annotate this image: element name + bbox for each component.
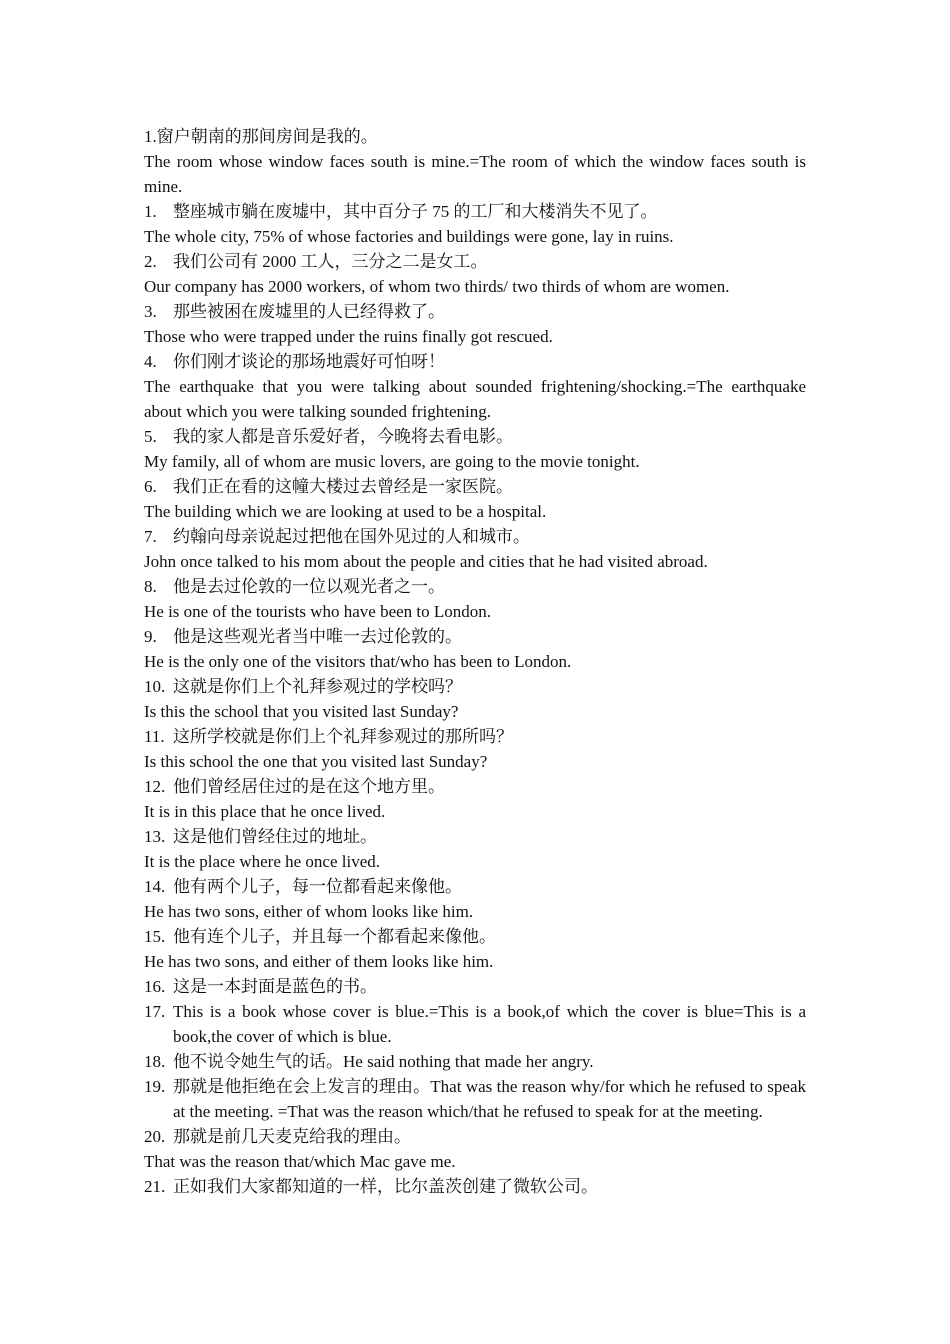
item-number: 6. xyxy=(144,477,157,496)
chinese-sentence: 那就是前几天麦克给我的理由。 xyxy=(173,1127,411,1146)
english-translation: He is one of the tourists who have been to London. xyxy=(144,602,492,621)
english-translation: He is the only one of the visitors that/who has been to London. xyxy=(144,652,572,671)
chinese-sentence: 他有连个儿子，并且每一个都看起来像他。 xyxy=(173,927,496,946)
item-number: 21. xyxy=(144,1177,166,1196)
numbered-item xyxy=(144,1049,806,1074)
english-translation: My family, all of whom are music lovers, are going to the movie tonight. xyxy=(144,452,640,471)
chinese-sentence: 他是去过伦敦的一位以观光者之一。 xyxy=(173,577,445,596)
english-translation: He has two sons, either of whom looks like him. xyxy=(144,902,474,921)
numbered-item xyxy=(144,474,806,499)
item-number: 12. xyxy=(144,777,166,796)
item-number: 16. xyxy=(144,977,166,996)
chinese-sentence: 你们刚才谈论的那场地震好可怕呀！ xyxy=(173,352,445,371)
chinese-sentence: 这是他们曾经住过的地址。 xyxy=(173,827,377,846)
english-translation: He has two sons, and either of them looks like him. xyxy=(144,952,494,971)
chinese-sentence: 我的家人都是音乐爱好者，今晚将去看电影。 xyxy=(173,427,513,446)
chinese-sentence: 他有两个儿子，每一位都看起来像他。 xyxy=(173,877,462,896)
item-number: 2. xyxy=(144,252,157,271)
chinese-sentence: 1.窗户朝南的那间房间是我的。 xyxy=(144,127,378,146)
item-number: 1. xyxy=(144,202,157,221)
chinese-sentence: 我们正在看的这幢大楼过去曾经是一家医院。 xyxy=(173,477,513,496)
english-translation: Those who were trapped under the ruins finally got rescued. xyxy=(144,327,553,346)
numbered-item xyxy=(144,249,806,274)
numbered-item xyxy=(144,999,806,1049)
numbered-item xyxy=(144,924,806,949)
numbered-item xyxy=(144,774,806,799)
english-translation: It is in this place that he once lived. xyxy=(144,802,386,821)
chinese-sentence: 这所学校就是你们上个礼拜参观过的那所吗？ xyxy=(173,727,513,746)
numbered-item xyxy=(144,974,806,999)
item-number: 3. xyxy=(144,302,157,321)
document-body xyxy=(144,124,806,1199)
chinese-sentence: 他是这些观光者当中唯一去过伦敦的。 xyxy=(173,627,462,646)
english-translation: It is the place where he once lived. xyxy=(144,852,381,871)
numbered-item xyxy=(144,1174,806,1199)
item-number: 10. xyxy=(144,677,166,696)
item-number: 5. xyxy=(144,427,157,446)
english-translation: Is this the school that you visited last Sunday? xyxy=(144,702,459,721)
chinese-sentence: 那些被困在废墟里的人已经得救了。 xyxy=(173,302,445,321)
chinese-sentence: 他们曾经居住过的是在这个地方里。 xyxy=(173,777,445,796)
item-number: 18. xyxy=(144,1052,166,1071)
item-number: 14. xyxy=(144,877,166,896)
item-number: 15. xyxy=(144,927,166,946)
english-translation: The earthquake that you were talking about sounded frightening/shocking.=The earthquake about which you were talking sounded frightening. xyxy=(144,377,806,421)
item-number: 20. xyxy=(144,1127,166,1146)
numbered-item xyxy=(144,574,806,599)
english-translation: Is this school the one that you visited last Sunday? xyxy=(144,752,488,771)
numbered-item xyxy=(144,874,806,899)
item-number: 13. xyxy=(144,827,166,846)
english-translation: This is a book whose cover is blue.=This is a book,of which the cover is blue=This is a book,the cover of which is blue. xyxy=(173,1002,806,1046)
item-number: 7. xyxy=(144,527,157,546)
item-number: 9. xyxy=(144,627,157,646)
english-translation: That was the reason that/which Mac gave me. xyxy=(144,1152,456,1171)
numbered-item xyxy=(144,674,806,699)
numbered-item xyxy=(144,1124,806,1149)
numbered-item xyxy=(144,624,806,649)
chinese-sentence: 那就是他拒绝在会上发言的理由。That was the reason why/for which he refused to speak at the meeting. =That was the reason which/that he refused to speak for at the meeting. xyxy=(173,1077,806,1121)
numbered-item xyxy=(144,299,806,324)
chinese-sentence: 整座城市躺在废墟中，其中百分子 75 的工厂和大楼消失不见了。 xyxy=(173,202,658,221)
numbered-item xyxy=(144,199,806,224)
english-translation: John once talked to his mom about the people and cities that he had visited abroad. xyxy=(144,552,708,571)
english-translation: The building which we are looking at used to be a hospital. xyxy=(144,502,547,521)
english-translation: The whole city, 75% of whose factories and buildings were gone, lay in ruins. xyxy=(144,227,674,246)
item-number: 8. xyxy=(144,577,157,596)
numbered-item xyxy=(144,524,806,549)
numbered-item xyxy=(144,424,806,449)
numbered-item xyxy=(144,1074,806,1124)
english-translation: Our company has 2000 workers, of whom two thirds/ two thirds of whom are women. xyxy=(144,277,730,296)
numbered-item xyxy=(144,824,806,849)
item-number: 11. xyxy=(144,727,165,746)
item-number: 19. xyxy=(144,1077,166,1096)
item-number: 4. xyxy=(144,352,157,371)
numbered-item xyxy=(144,349,806,374)
chinese-sentence: 这就是你们上个礼拜参观过的学校吗？ xyxy=(173,677,462,696)
item-number: 17. xyxy=(144,1002,166,1021)
chinese-sentence: 他不说令她生气的话。He said nothing that made her angry. xyxy=(173,1052,594,1071)
english-translation: The room whose window faces south is mine.=The room of which the window faces south is mine. xyxy=(144,152,806,196)
numbered-item xyxy=(144,724,806,749)
chinese-sentence: 这是一本封面是蓝色的书。 xyxy=(173,977,377,996)
chinese-sentence: 约翰向母亲说起过把他在国外见过的人和城市。 xyxy=(173,527,530,546)
chinese-sentence: 我们公司有 2000 工人，三分之二是女工。 xyxy=(173,252,488,271)
chinese-sentence: 正如我们大家都知道的一样，比尔盖茨创建了微软公司。 xyxy=(173,1177,598,1196)
